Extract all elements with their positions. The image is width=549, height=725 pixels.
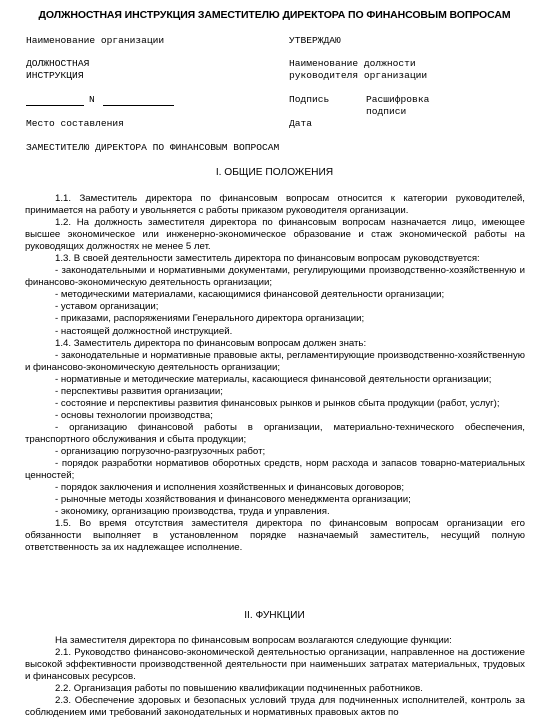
paragraph: 1.2. На должность заместителя директора по финансовым вопросам назначается лицо, имеющее высшее экономическое или инженерно-экономическое образование и стаж экономической работы на руководящих должностях не менее 5 лет. [25, 217, 525, 253]
position-caption: ЗАМЕСТИТЕЛЮ ДИРЕКТОРА ПО ФИНАНСОВЫМ ВОПРОСАМ [26, 142, 280, 153]
number-blank-right [103, 95, 174, 106]
paragraph: 1.3. В своей деятельности заместитель директора по финансовым вопросам руководствуется: [55, 253, 480, 265]
list-item: - законодательные и нормативные правовые акты, регламентирующие производственно-хозяйственную и финансово-экономическую деятельность организации; [25, 349, 525, 373]
section-1-body [25, 193, 525, 554]
section-2-heading: II. ФУНКЦИИ [244, 610, 305, 621]
list-item: - экономику, организацию производства, труда и управления. [55, 506, 330, 518]
list-item: - методическими материалами, касающимися финансовой деятельности организации; [55, 289, 445, 301]
list-item: - основы технологии производства; [55, 409, 213, 421]
date-label: Дата [289, 118, 313, 129]
number-sign: N [89, 94, 95, 105]
list-item: - перспективы развития организации; [55, 385, 223, 397]
org-name-label: Наименование организации [26, 35, 165, 46]
place-label: Место составления [26, 118, 124, 129]
paragraph: На заместителя директора по финансовым вопросам возлагаются следующие функции: [55, 635, 452, 646]
list-item: - порядок разработки нормативов оборотных средств, норм расхода и запасов товарно-материальных ценностей; [25, 458, 525, 482]
section-1-heading: I. ОБЩИЕ ПОЛОЖЕНИЯ [215, 167, 334, 178]
list-item: - порядок заключения и исполнения хозяйственных и финансовых договоров; [55, 482, 405, 494]
list-item: - законодательными и нормативными документами, регулирующими производственно-хозяйственную и финансово-экономическую деятельность организации; [25, 265, 525, 289]
list-item: - нормативные и методические материалы, касающиеся финансовой деятельности организации; [55, 373, 492, 385]
decoding-line-1: Расшифровка [366, 94, 430, 105]
list-item: - настоящей должностной инструкцией. [55, 325, 233, 337]
paragraph: 1.4. Заместитель директора по финансовым вопросам должен знать: [55, 337, 367, 349]
head-position-line-1: Наименование должности [289, 58, 416, 69]
approve-label: УТВЕРЖДАЮ [289, 35, 341, 46]
paragraph: 2.1. Руководство финансово-экономической деятельностью организации, направленное на достижение высокой эффективности производственной деятельности при наименьших затратах материальных, трудовых и финансовых ресурсов. [25, 647, 525, 683]
list-item: - состояние и перспективы развития финансовых рынков и рынков сбыта продукции (работ, услуг); [55, 397, 500, 409]
doc-type-line-1: ДОЛЖНОСТНАЯ [26, 58, 90, 69]
list-item: - рыночные методы хозяйствования и финансового менеджмента организации; [55, 494, 411, 506]
number-blank-left [26, 95, 84, 106]
paragraph: 1.1. Заместитель директора по финансовым вопросам относится к категории руководителей, принимается на работу и увольняется с работы приказом руководителя организации. [25, 193, 525, 217]
list-item: - приказами, распоряжениями Генерального директора организации; [55, 313, 365, 325]
decoding-line-2: подписи [366, 106, 407, 117]
paragraph: 1.5. Во время отсутствия заместителя директора по финансовым вопросам организации его обязанности выполняет в установленном порядке назначаемый заместитель, несущий полную ответственность за их надлежащее исполнение. [25, 518, 525, 554]
document-title: ДОЛЖНОСТНАЯ ИНСТРУКЦИЯ ЗАМЕСТИТЕЛЮ ДИРЕКТОРА ПО ФИНАНСОВЫМ ВОПРОСАМ [38, 9, 511, 21]
paragraph: 2.2. Организация работы по повышению квалификации подчиненных работников. [55, 683, 423, 695]
paragraph: 2.3. Обеспечение здоровых и безопасных условий труда для подчиненных исполнителей, контроль за соблюдением ими требований законодательных и нормативных правовых актов по [25, 695, 525, 719]
list-item: - организацию погрузочно-разгрузочных работ; [55, 445, 266, 457]
list-item: - организацию финансовой работы в организации, материально-технического обеспечения, транспортного обслуживания и сбыта продукции; [25, 421, 525, 445]
section-2-body [25, 635, 525, 719]
list-item: - уставом организации; [55, 301, 159, 313]
head-position-line-2: руководителя организации [289, 70, 428, 81]
doc-type-line-2: ИНСТРУКЦИЯ [26, 70, 84, 81]
signature-label: Подпись [289, 94, 330, 105]
